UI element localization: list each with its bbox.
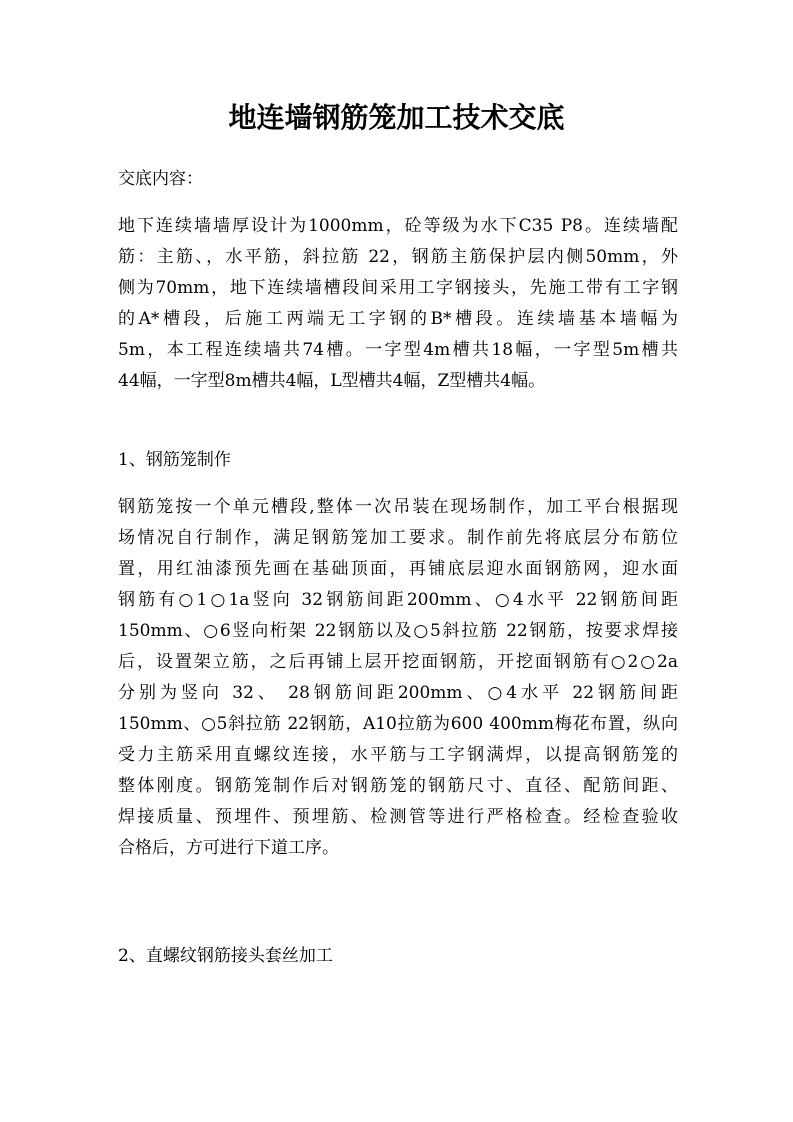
paragraph-line: 受力主筋采用直螺纹连接，水平筋与工字钢满焊，以提高钢筋笼的 <box>118 745 678 765</box>
paragraph-line: 的A*槽段，后施工两端无工字钢的B*槽段。连续墙基本墙幅为 <box>118 309 678 329</box>
paragraph-line: 44幅，一字型8m槽共4幅，L型槽共4幅，Z型槽共4幅。 <box>118 371 546 391</box>
paragraph-line: 地下连续墙墙厚设计为1000mm，砼等级为水下C35 P8。连续墙配 <box>118 216 678 236</box>
paragraph-line: 150mm、○5斜拉筋 22钢筋，A10拉筋为600 400mm梅花布置，纵向 <box>118 714 678 734</box>
paragraph-line: 分别为竖向 32、 28钢筋间距200mm、○4水平 22钢筋间距 <box>118 683 678 703</box>
paragraph-line: 钢筋笼按一个单元槽段,整体一次吊装在现场制作，加工平台根据现 <box>118 497 678 517</box>
document-title: 地连墙钢筋笼加工技术交底 <box>228 101 565 134</box>
paragraph-line: 焊接质量、预埋件、预埋筋、检测管等进行严格检查。经检查验收 <box>118 807 678 827</box>
paragraph-cage-fabrication <box>118 492 678 864</box>
paragraph-line: 场情况自行制作，满足钢筋笼加工要求。制作前先将底层分布筋位 <box>118 528 678 548</box>
paragraph-line: 钢筋有○1○1a竖向 32钢筋间距200mm、○4水平 22钢筋间距 <box>118 590 678 610</box>
paragraph-line: 合格后，方可进行下道工序。 <box>118 838 339 858</box>
intro-label: 交底内容： <box>118 169 203 189</box>
paragraph-line: 150mm、○6竖向桁架 22钢筋以及○5斜拉筋 22钢筋，按要求焊接 <box>118 621 678 641</box>
paragraph-line: 后，设置架立筋，之后再铺上层开挖面钢筋，开挖面钢筋有○2○2a <box>118 652 678 672</box>
section-heading-threaded-coupler: 2、直螺纹钢筋接头套丝加工 <box>118 946 333 966</box>
paragraph-line: 筋：主筋、，水平筋，斜拉筋 22，钢筋主筋保护层内侧50mm，外 <box>118 247 678 267</box>
paragraph-line: 5m，本工程连续墙共74槽。一字型4m槽共18幅，一字型5m槽共 <box>118 340 678 360</box>
paragraph-project-overview <box>118 211 678 397</box>
paragraph-line: 整体刚度。钢筋笼制作后对钢筋笼的钢筋尺寸、直径、配筋间距、 <box>118 776 678 796</box>
section-heading-cage-fabrication: 1、钢筋笼制作 <box>118 450 231 470</box>
paragraph-line: 置，用红油漆预先画在基础顶面，再铺底层迎水面钢筋网，迎水面 <box>118 559 678 579</box>
paragraph-line: 侧为70mm，地下连续墙槽段间采用工字钢接头，先施工带有工字钢 <box>118 278 678 298</box>
